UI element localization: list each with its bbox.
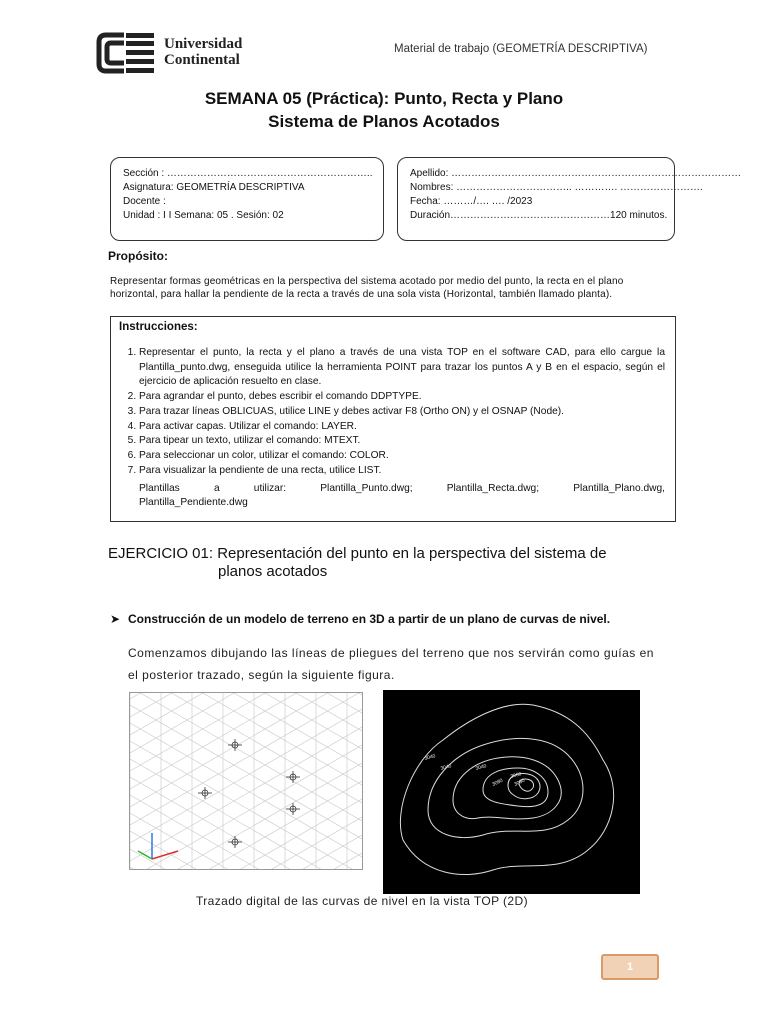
logo-line1: Universidad xyxy=(164,36,243,52)
exercise-title-cont: planos acotados xyxy=(218,563,328,580)
instruction-item: 2. Para agrandar el punto, debes escribir el comando DDPTYPE. xyxy=(139,390,665,405)
student-info-box xyxy=(397,157,742,241)
templates-line2: Plantilla_Pendiente.dwg xyxy=(139,497,248,508)
seccion-field: Sección : …………………………………………………….. xyxy=(123,168,373,179)
point-marker xyxy=(286,803,300,815)
grid-line xyxy=(130,745,362,869)
grid-line xyxy=(130,693,362,749)
arrow-bullet-icon: ➤ xyxy=(110,612,121,626)
apellido-field: Apellido: …………………………………………………………………………… xyxy=(410,168,742,179)
instructions-title: Instrucciones: xyxy=(119,321,198,333)
figure-caption: Trazado digital de las curvas de nivel en la vista TOP (2D) xyxy=(196,894,528,908)
instruction-item: 7. Para visualizar la pendiente de una recta, utilice LIST. xyxy=(139,464,665,479)
course-info-box xyxy=(110,157,384,241)
contour-line-3 xyxy=(453,757,561,819)
contour-label: 3040 xyxy=(423,753,437,762)
grid-line xyxy=(130,693,362,717)
asignatura-field: Asignatura: GEOMETRÍA DESCRIPTIVA xyxy=(123,182,305,193)
instruction-item: 3. Para trazar líneas OBLICUAS, utilice LINE y debes activar F8 (Ortho ON) y el OSNAP (Node). xyxy=(139,405,665,420)
grid-line xyxy=(130,693,362,713)
grid-line xyxy=(130,693,362,803)
instruction-item: 4. Para activar capas. Utilizar el comando: LAYER. xyxy=(139,420,665,435)
purpose-text: Representar formas geométricas en la perspectiva del sistema acotado por medio del punto, la recta en el plano horizontal, para hallar la pendiente de la recta a través de una sola vista (Horizontal, también llamado planta). xyxy=(110,276,624,300)
grid-line xyxy=(130,693,362,771)
grid-line xyxy=(130,705,362,839)
point-marker xyxy=(286,771,300,783)
contour-label: 3080 xyxy=(491,777,504,788)
templates-line1: Plantillas a utilizar: Plantilla_Punto.dwg; Plantilla_Recta.dwg; Plantilla_Plano.dwg, xyxy=(139,483,665,494)
instruction-item: 6. Para seleccionar un color, utilizar el comando: COLOR. xyxy=(139,449,665,464)
grid-line xyxy=(130,795,362,869)
isometric-grid-figure xyxy=(129,692,363,870)
bullet-text: Construcción de un modelo de terreno en 3D a partir de un plano de curvas de nivel. xyxy=(128,612,611,626)
exercise-title: EJERCICIO 01: Representación del punto en la perspectiva del sistema de xyxy=(108,545,607,562)
grid-line xyxy=(130,693,362,699)
contour-line-2 xyxy=(428,738,583,837)
logo-text xyxy=(164,36,242,68)
grid-line xyxy=(130,759,362,869)
instruction-item: 1. Representar el punto, la recta y el plano a través de una vista TOP en el software CAD, para ello cargue la Plantilla_punto.dwg, enseguida utilice la herramienta POINT para trazar los puntos A y B en el espacio, según el ejercicio de aplicación resuelto en clase. xyxy=(139,346,665,390)
grid-line xyxy=(130,835,362,869)
grid-line xyxy=(130,723,362,857)
nombres-field: Nombres: …………………………….. …………. ……………………. xyxy=(410,182,703,193)
instruction-item: 5. Para tipear un texto, utilizar el comando: MTEXT. xyxy=(139,434,665,449)
grid-line xyxy=(130,799,362,869)
logo-line2: Continental xyxy=(164,52,240,68)
purpose-label: Propósito: xyxy=(108,249,168,263)
page-number-badge: 1 xyxy=(601,954,659,980)
fecha-field: Fecha: ………/…. …. /2023 xyxy=(410,196,533,207)
page-subtitle: Sistema de Planos Acotados xyxy=(268,112,500,131)
docente-field: Docente : xyxy=(123,196,166,207)
instructions-list xyxy=(111,346,665,478)
contour-label: 3080 xyxy=(513,777,526,788)
contour-label: 3040 xyxy=(474,763,488,772)
grid-line xyxy=(130,693,362,753)
contour-map-figure xyxy=(383,690,640,894)
material-header: Material de trabajo (GEOMETRÍA DESCRIPTIVA) xyxy=(394,43,648,55)
grid-line xyxy=(130,693,362,825)
page-title: SEMANA 05 (Práctica): Punto, Recta y Plano xyxy=(204,89,564,108)
contour-label: 3060 xyxy=(509,771,523,780)
instructions-box xyxy=(110,316,676,522)
grid-line xyxy=(130,817,362,869)
grid-line xyxy=(130,693,362,821)
university-logo-icon xyxy=(96,32,156,74)
grid-line xyxy=(130,867,362,869)
unidad-field: Unidad : I I Semana: 05 . Sesión: 02 xyxy=(123,210,284,221)
intro-paragraph: Comenzamos dibujando las líneas de pliegues del terreno que nos servirán como guías en el posterior trazado, según la siguiente figura. xyxy=(128,646,654,682)
duracion-field: Duración…………………………………………120 minutos. xyxy=(410,210,668,221)
point-marker xyxy=(228,836,242,848)
contour-label: 3040 xyxy=(439,763,453,772)
